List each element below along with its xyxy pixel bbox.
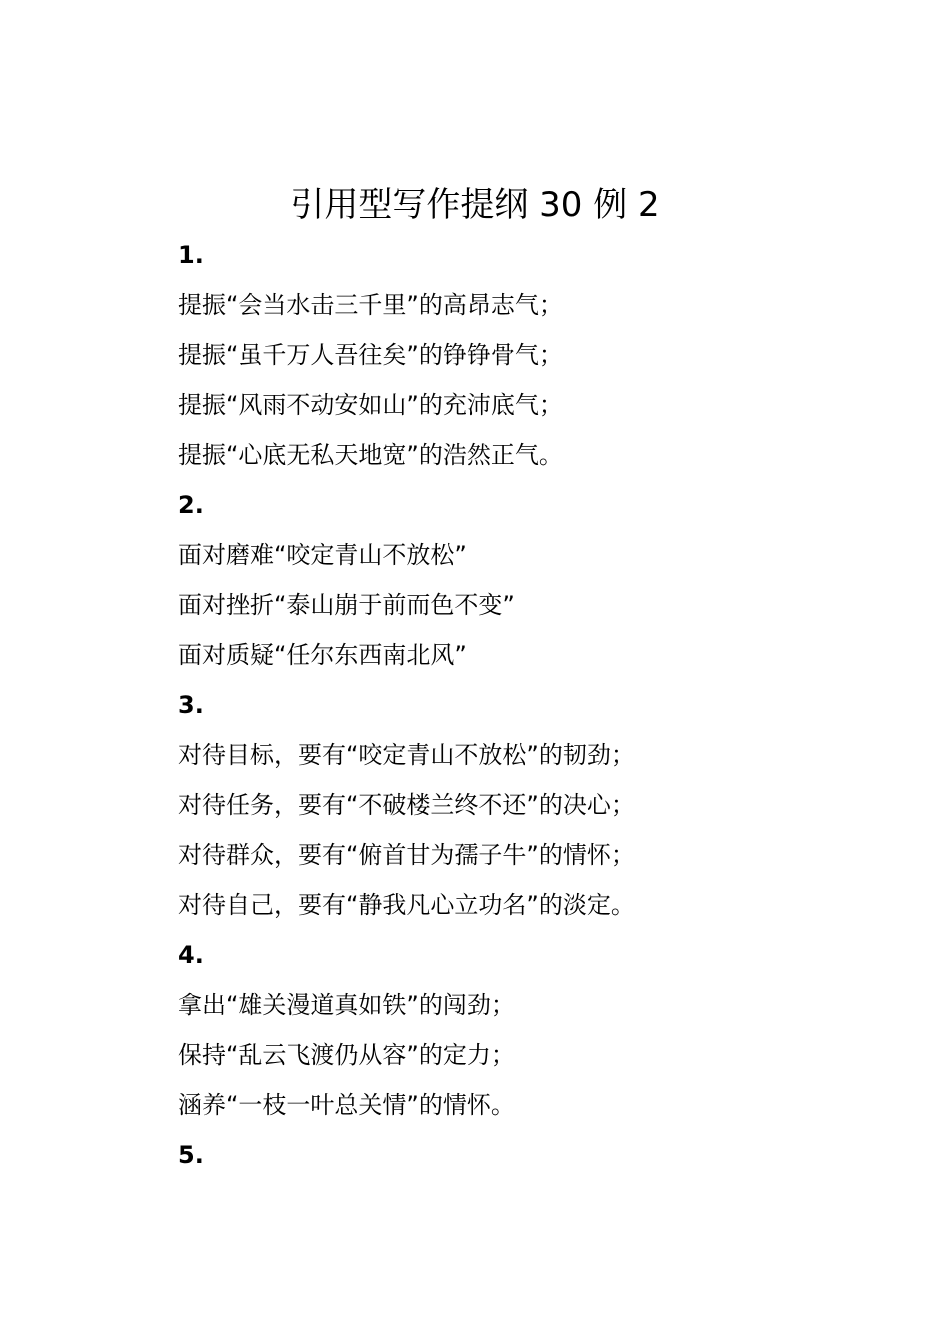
text-line: 对待群众，要有“俯首甘为孺子牛”的情怀； bbox=[178, 841, 635, 869]
document-body bbox=[178, 230, 898, 1180]
document-title: 引用型写作提纲 30 例 2 bbox=[290, 185, 660, 225]
text-line: 对待自己，要有“静我凡心立功名”的淡定。 bbox=[178, 891, 635, 919]
text-line: 面对挫折“泰山崩于前而色不变” bbox=[178, 591, 515, 619]
text-line: 保持“乱云飞渡仍从容”的定力； bbox=[178, 1041, 515, 1069]
text-line: 面对磨难“咬定青山不放松” bbox=[178, 541, 467, 569]
text-line: 面对质疑“任尔东西南北风” bbox=[178, 641, 467, 669]
text-line: 提振“虽千万人吾往矣”的铮铮骨气； bbox=[178, 341, 563, 369]
text-line: 提振“会当水击三千里”的高昂志气； bbox=[178, 291, 563, 319]
section-number: 1. bbox=[178, 241, 204, 269]
text-line: 提振“心底无私天地宽”的浩然正气。 bbox=[178, 441, 563, 469]
section-number: 4. bbox=[178, 941, 204, 969]
text-line: 提振“风雨不动安如山”的充沛底气； bbox=[178, 391, 563, 419]
text-line: 拿出“雄关漫道真如铁”的闯劲； bbox=[178, 991, 515, 1019]
section-number: 5. bbox=[178, 1141, 204, 1169]
section-number: 3. bbox=[178, 691, 204, 719]
section-number: 2. bbox=[178, 491, 204, 519]
text-line: 对待任务，要有“不破楼兰终不还”的决心； bbox=[178, 791, 635, 819]
text-line: 涵养“一枝一叶总关情”的情怀。 bbox=[178, 1091, 515, 1119]
text-line: 对待目标，要有“咬定青山不放松”的韧劲； bbox=[178, 741, 635, 769]
